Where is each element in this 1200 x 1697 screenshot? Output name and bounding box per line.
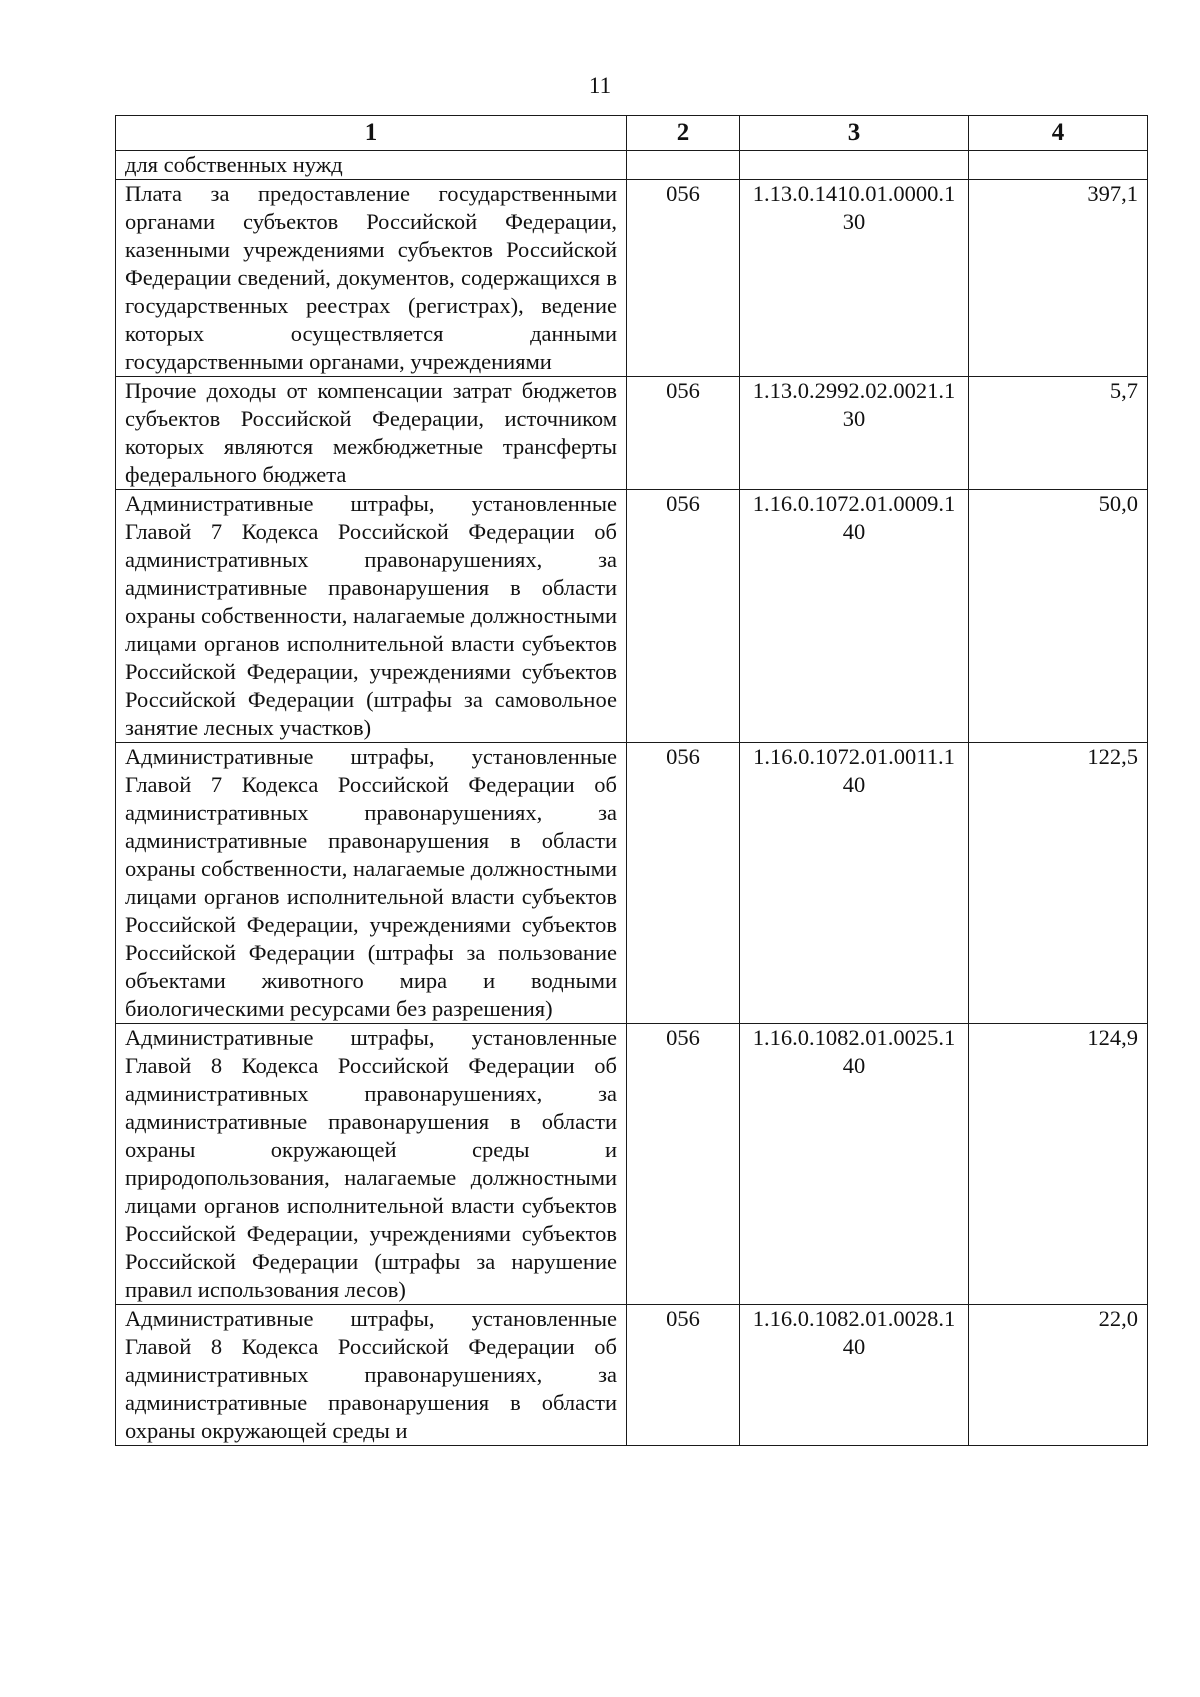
row-code — [740, 151, 969, 180]
header-col-1: 1 — [116, 116, 627, 151]
row-description: Административные штрафы, установленные Главой 7 Кодекса Российской Федерации об административных правонарушениях, за административные правонарушения в области охраны собственности, налагаемые должностными лицами органов исполнительной власти субъектов Российской Федерации, учреждениями субъектов Российской Федерации (штрафы за самовольное занятие лесных участков) — [116, 490, 627, 743]
row-admin: 056 — [627, 490, 740, 743]
header-col-2: 2 — [627, 116, 740, 151]
row-description: Административные штрафы, установленные Главой 8 Кодекса Российской Федерации об административных правонарушениях, за административные правонарушения в области охраны окружающей среды и природопользования, налагаемые должностными лицами органов исполнительной власти субъектов Российской Федерации, учреждениями субъектов Российской Федерации (штрафы за нарушение правил использования лесов) — [116, 1024, 627, 1305]
table-row — [116, 180, 1148, 377]
row-admin: 056 — [627, 377, 740, 490]
table-row — [116, 490, 1148, 743]
revenue-table — [115, 115, 1148, 1446]
row-admin: 056 — [627, 1024, 740, 1305]
row-code: 1.16.0.1082.01.0025.140 — [740, 1024, 969, 1305]
table-header-row — [116, 116, 1148, 151]
table-row-continuation — [116, 151, 1148, 180]
header-col-4: 4 — [969, 116, 1148, 151]
table-row — [116, 743, 1148, 1024]
row-code: 1.13.0.1410.01.0000.130 — [740, 180, 969, 377]
row-amount: 122,5 — [969, 743, 1148, 1024]
row-admin: 056 — [627, 1305, 740, 1446]
row-amount: 397,1 — [969, 180, 1148, 377]
table-row — [116, 377, 1148, 490]
row-amount: 50,0 — [969, 490, 1148, 743]
row-admin: 056 — [627, 180, 740, 377]
row-description: для собственных нужд — [116, 151, 627, 180]
row-code: 1.16.0.1072.01.0011.140 — [740, 743, 969, 1024]
row-description: Плата за предоставление государственными органами субъектов Российской Федерации, казенными учреждениями субъектов Российской Федерации сведений, документов, содержащихся в государственных реестрах (регистрах), ведение которых осуществляется данными государственными органами, учреждениями — [116, 180, 627, 377]
page-number: 11 — [588, 73, 612, 98]
row-description: Прочие доходы от компенсации затрат бюджетов субъектов Российской Федерации, источником которых являются межбюджетные трансферты федерального бюджета — [116, 377, 627, 490]
row-amount — [969, 151, 1148, 180]
table-row — [116, 1024, 1148, 1305]
row-description: Административные штрафы, установленные Главой 8 Кодекса Российской Федерации об административных правонарушениях, за административные правонарушения в области охраны окружающей среды и — [116, 1305, 627, 1446]
table-row — [116, 1305, 1148, 1446]
row-amount: 22,0 — [969, 1305, 1148, 1446]
row-code: 1.16.0.1072.01.0009.140 — [740, 490, 969, 743]
row-admin — [627, 151, 740, 180]
row-amount: 124,9 — [969, 1024, 1148, 1305]
row-code: 1.13.0.2992.02.0021.130 — [740, 377, 969, 490]
row-admin: 056 — [627, 743, 740, 1024]
row-amount: 5,7 — [969, 377, 1148, 490]
header-col-3: 3 — [740, 116, 969, 151]
row-code: 1.16.0.1082.01.0028.140 — [740, 1305, 969, 1446]
row-description: Административные штрафы, установленные Главой 7 Кодекса Российской Федерации об административных правонарушениях, за административные правонарушения в области охраны собственности, налагаемые должностными лицами органов исполнительной власти субъектов Российской Федерации, учреждениями субъектов Российской Федерации (штрафы за пользование объектами животного мира и водными биологическими ресурсами без разрешения) — [116, 743, 627, 1024]
